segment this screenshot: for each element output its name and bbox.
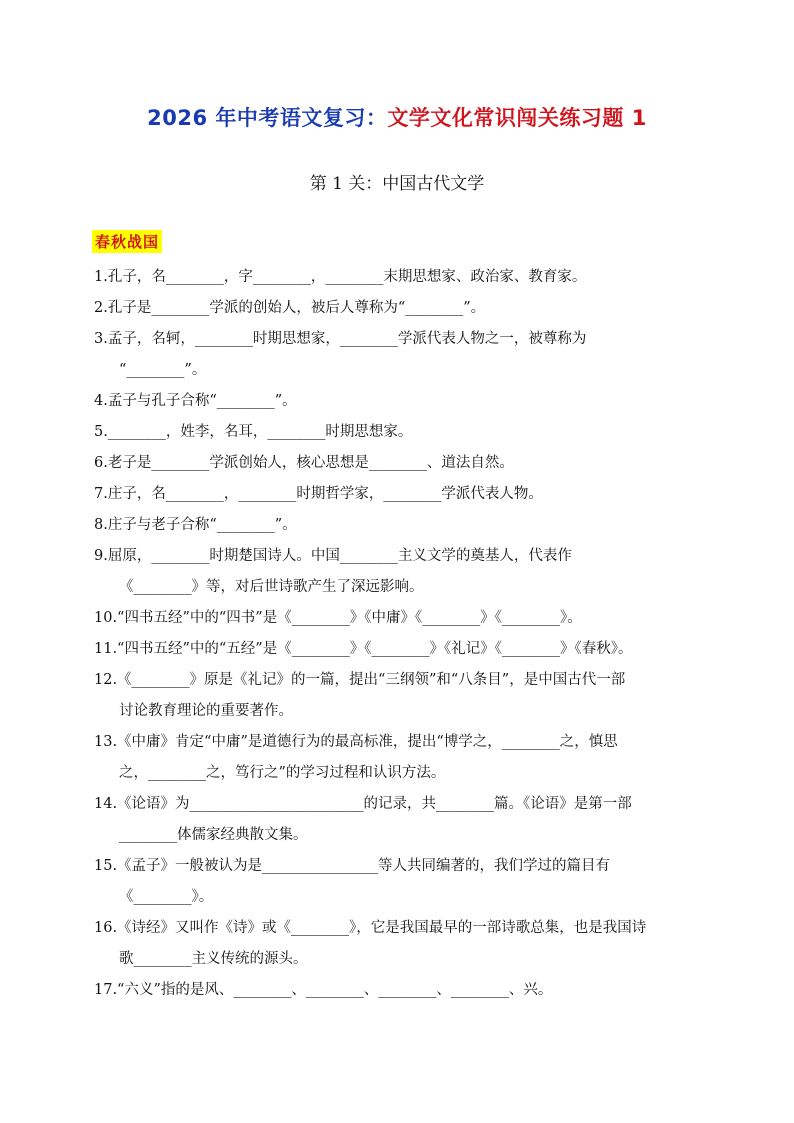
question-line: 12.《________》原是《礼记》的一篇，提出“三纲领”和“八条目”，是中国古代一部 xyxy=(94,672,626,688)
question-line: 8.庄子与老子合称“________”。 xyxy=(94,517,297,533)
question-line: 15.《孟子》一般被认为是________________等人共同编著的，我们学过的篇目有 xyxy=(94,858,611,874)
question-line: 4.孟子与孔子合称“________”。 xyxy=(94,393,297,409)
question-line-continued: ________体儒家经典散文集。 xyxy=(119,827,308,843)
question-line: 10.“四书五经”中的“四书”是《________》《中庸》《________》《________》。 xyxy=(94,610,582,626)
question-line: 16.《诗经》又叫作《诗》或《________》，它是我国最早的一部诗歌总集，也是我国诗 xyxy=(94,920,647,936)
question-line: 3.孟子，名轲，________时期思想家，________学派代表人物之一，被尊称为 xyxy=(94,331,587,347)
level-subtitle: 第 1 关：中国古代文学 xyxy=(309,174,485,194)
question-line: 7.庄子，名________，________时期哲学家，________学派代表人物。 xyxy=(94,486,543,502)
question-line: 2.孔子是________学派的创始人，被后人尊称为“________”。 xyxy=(94,300,486,316)
question-line: 17.“六义”指的是风、________、________、________、________、兴。 xyxy=(94,982,553,998)
question-line: 5.________，姓李，名耳，________时期思想家。 xyxy=(94,424,413,440)
document-title xyxy=(0,102,794,132)
question-line: 11.“四书五经”中的“五经”是《________》《________》《礼记》《________》《春秋》。 xyxy=(94,641,633,657)
question-line: 9.屈原，________时期楚国诗人。中国________主义文学的奠基人，代表作 xyxy=(94,548,572,564)
question-line-continued: 《________》。 xyxy=(119,889,214,905)
question-line: 13.《中庸》肯定“中庸”是道德行为的最高标准，提出“博学之，________之，慎思 xyxy=(94,734,618,750)
question-line: 1.孔子，名________，字________，________末期思想家、政治家、教育家。 xyxy=(94,269,587,285)
question-list xyxy=(94,262,734,1006)
section-heading: 春秋战国 xyxy=(92,230,162,253)
question-line-continued: 歌________主义传统的源头。 xyxy=(119,951,308,967)
question-line-continued: 之，________之，笃行之”的学习过程和认识方法。 xyxy=(119,765,446,781)
title-red-part: 文学文化常识闯关练习题 1 xyxy=(387,106,647,130)
question-line-continued: “________”。 xyxy=(119,362,207,378)
question-line: 14.《论语》为________________________的记录，共________篇。《论语》是第一部 xyxy=(94,796,632,812)
question-line-continued: 《________》等，对后世诗歌产生了深远影响。 xyxy=(119,579,424,595)
question-line: 6.老子是________学派创始人，核心思想是________、道法自然。 xyxy=(94,455,514,471)
title-blue-part: 2026 年中考语文复习： xyxy=(147,106,388,130)
question-line-continued: 讨论教育理论的重要著作。 xyxy=(119,703,293,719)
